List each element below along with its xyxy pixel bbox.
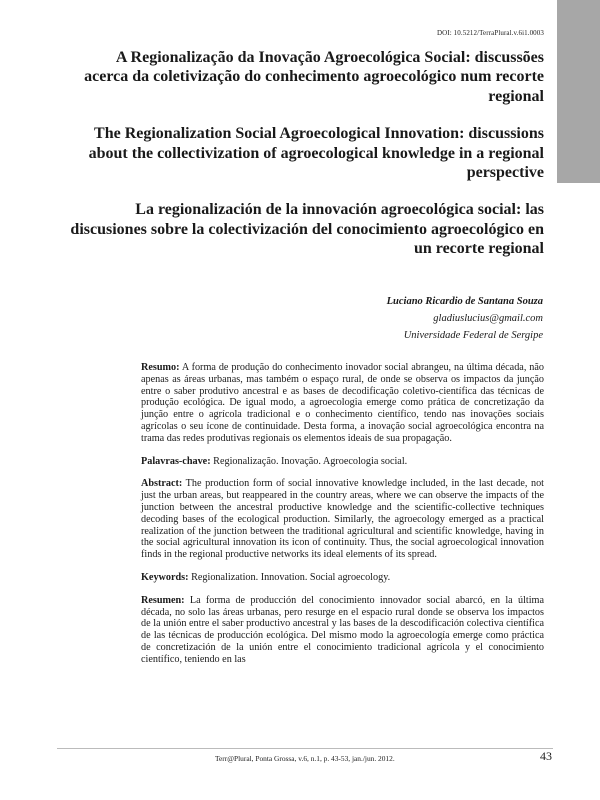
resumen-text: La forma de producción del conocimiento innovador social abarcó, en la última década, no solo las áreas urbanas, pero resurge en el espacio rural donde se observa los impactos de la unión entre el saber productivo ancestral y las bases de la descodificación colectiva científica de las técnicas de producción ecológica. Del mismo modo la agroecología emerge como práctica de concretización de la unión entre el conocimiento tradicional agrícola y el conocimiento científico, teniendo en las <box>141 594 544 665</box>
title-spanish: La regionalización de la innovación agroecológica social: las discusiones sobre la colectivización del conocimiento agroecológico en un recorte regional <box>70 201 544 258</box>
abstract-text: The production form of social innovative knowledge included, in the last decade, not just the urban areas, but reappeared in the country areas, where we can observe the impacts of the junction between the ancestral productive knowledge and the scientific-collective techniques decoding bases of the ecological production. Similarly, the agroecology emerged as a practical realization of the junction between the traditional agricultural and scientific knowledge, having in the social agricultural innovation its icon of continuity. Thus, the social agroecological innovation finds in the regional productive networks its ideal elements of its spread. <box>141 478 544 561</box>
palavras-chave-label: Palavras-chave: <box>141 455 211 467</box>
page-number: 43 <box>540 749 552 763</box>
abstract-paragraph <box>141 478 544 561</box>
title-block <box>70 48 544 259</box>
footer-citation: Terr@Plural, Ponta Grossa, v.6, n.1, p. 43-53, jan./jun. 2012. <box>215 754 395 763</box>
palavras-chave-paragraph <box>141 456 544 468</box>
keywords-paragraph <box>141 572 544 584</box>
keywords-text: Regionalization. Innovation. Social agroecology. <box>188 571 391 583</box>
resumo-paragraph <box>141 362 544 445</box>
author-name: Luciano Ricardio de Santana Souza <box>386 296 543 307</box>
palavras-chave-text: Regionalização. Inovação. Agroecologia social. <box>210 455 408 467</box>
title-portuguese: A Regionalização da Inovação Agroecológica Social: discussões acerca da coletivização do conhecimento agroecológico num recorte regional <box>84 49 544 105</box>
resumo-label: Resumo: <box>141 362 180 373</box>
author-email: gladiuslucius@gmail.com <box>433 313 543 324</box>
side-tab-bar <box>557 0 600 183</box>
resumo-text: A forma de produção do conhecimento inovador social abrangeu, na última década, não apenas as áreas urbanas, mas também o espaço rural, de onde se observa os impactos da junção entre o saber produtivo ancestral e as bases de decodificação coletivo-científica das técnicas de produção ecológica. De igual modo, a agroecologia emerge como prática de concretização da junção entre o agrícola tradicional e o conhecimento científico, tendo nas inovações sociais agrícolas o seu ícone de continuidade. Desta forma, a inovação social agroecológica encontra na trama das redes produtivas regionais os elementos ideais de sua propagação. <box>141 362 544 444</box>
abstracts-column <box>141 362 544 677</box>
keywords-label: Keywords: <box>141 571 189 583</box>
author-affiliation: Universidade Federal de Sergipe <box>403 330 543 341</box>
abstract-label: Abstract: <box>141 478 183 490</box>
doi-line: DOI: 10.5212/TerraPlural.v.6i1.0003 <box>437 29 544 37</box>
footer-divider <box>57 748 553 749</box>
author-block <box>387 293 543 344</box>
title-english: The Regionalization Social Agroecological Innovation: discussions about the collectivization of agroecological knowledge in a regional perspective <box>88 125 544 182</box>
resumen-paragraph <box>141 595 544 666</box>
resumen-label: Resumen: <box>141 594 185 606</box>
page-footer <box>0 751 600 765</box>
